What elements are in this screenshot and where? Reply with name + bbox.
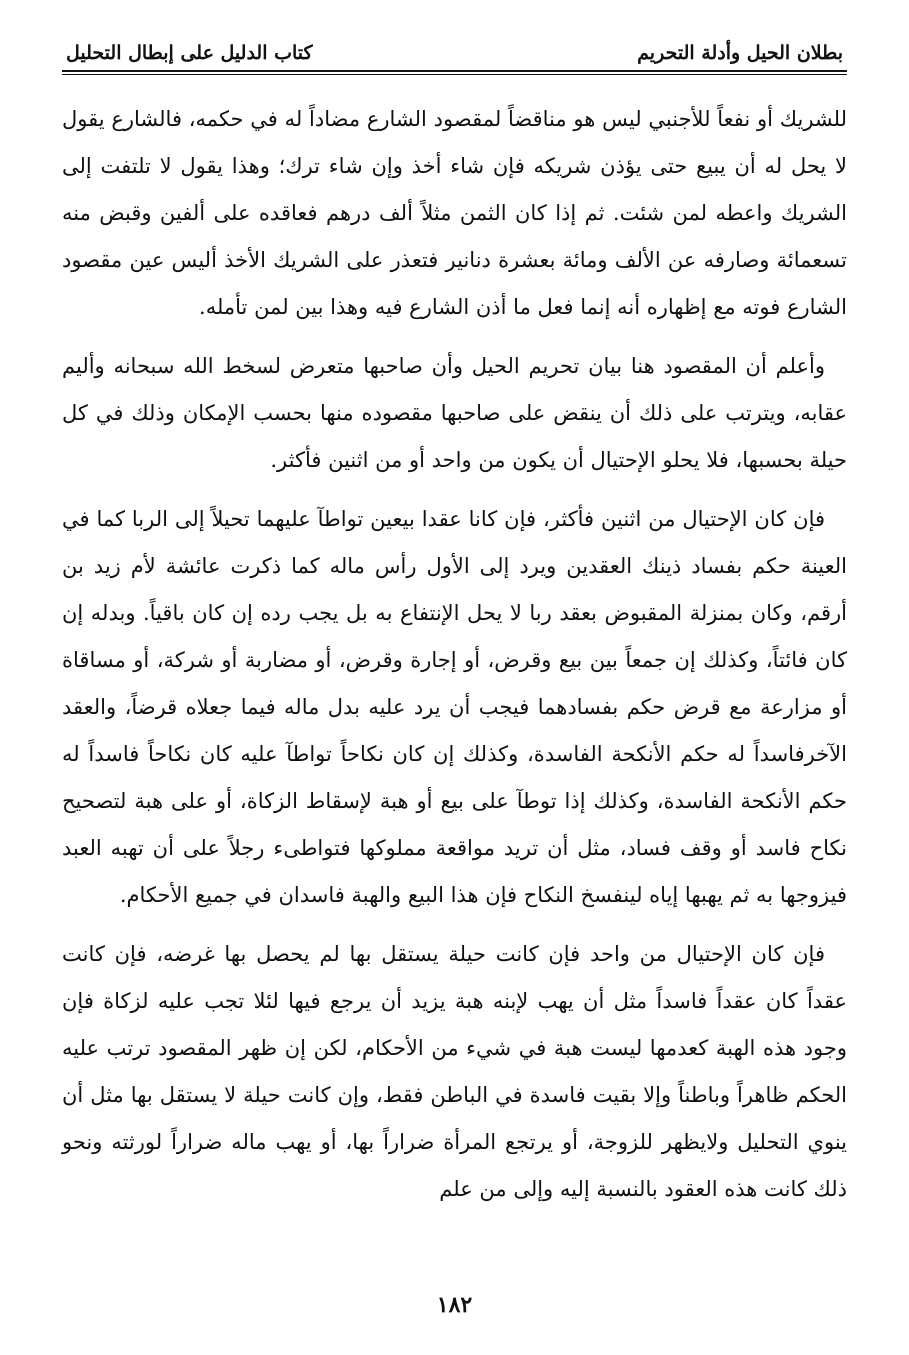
chapter-title: كتاب الدليل على إبطال التحليل xyxy=(66,42,313,64)
paragraph-3: فإن كان الإحتيال من اثنين فأكثر، فإن كانا عقدا بيعين تواطآ عليهما تحيلاً إلى الربا كما في العينة حكم بفساد ذينك العقدين ويرد إلى الأول رأس ماله كما ذكرت عائشة لأم زيد بن أرقم، وكان بمنزلة المقبوض بعقد ربا لا يحل الإنتفاع به بل يجب رده إن كان باقياً. وبدله إن كان فائتاً، وكذلك إن جمعاً بين بيع وقرض، أو إجارة وقرض، أو مضاربة أو شركة، أو مساقاة أو مزارعة مع قرض حكم بفسادهما فيجب أن يرد عليه بدل ماله فيما جعلاه قرضاً، والعقد الآخرفاسداً له حكم الأنكحة الفاسدة، وكذلك إن كان نكاحاً تواطآ عليه كان نكاحاً فاسداً له حكم الأنكحة الفاسدة، وكذلك إذا توطآ على بيع أو هبة لإسقاط الزكاة، أو على هبة لتصحيح نكاح فاسد أو وقف فساد، مثل أن تريد مواقعة مملوكها فتواطىء رجلاً على أن تهبه العبد فيزوجها به ثم يهبها إياه لينفسخ النكاح فإن هذا البيع والهبة فاسدان في جميع الأحكام. xyxy=(62,507,847,907)
paragraph-1: للشريك أو نفعاً للأجنبي ليس هو مناقضاً لمقصود الشارع مضاداً له في حكمه، فالشارع يقول لا يحل له أن يبيع حتى يؤذن شريكه فإن شاء أخذ وإن شاء ترك؛ وهذا يقول لا تلتفت إلى الشريك واعطه لمن شئت. ثم إذا كان الثمن مثلاً ألف درهم فعاقده على ألفين وقبض منه تسعمائة وصارفه عن الألف ومائة بعشرة دنانير فتعذر على الشريك الأخذ أليس عين مقصود الشارع فوته مع إظهاره أنه إنما فعل ما أذن الشارع فيه وهذا بين لمن تأمله. xyxy=(62,107,847,319)
body-text xyxy=(62,96,847,1213)
running-header xyxy=(66,30,843,64)
header-rule-thin xyxy=(62,74,847,75)
book-title: بطلان الحيل وأدلة التحريم xyxy=(637,42,843,64)
page-number: ١٨٢ xyxy=(436,1292,473,1318)
paragraph-2: وأعلم أن المقصود هنا بيان تحريم الحيل وأن صاحبها متعرض لسخط الله سبحانه وأليم عقابه، ويترتب على ذلك أن ينقض على صاحبها مقصوده منها بحسب الإمكان وذلك في كل حيلة بحسبها، فلا يحلو الإحتيال أن يكون من واحد أو من اثنين فأكثر. xyxy=(62,354,847,472)
paragraph-4: فإن كان الإحتيال من واحد فإن كانت حيلة يستقل بها لم يحصل بها غرضه، فإن كانت عقداً كان عقداً فاسداً مثل أن يهب لإبنه هبة يزيد أن يرجع فيها لئلا تجب عليه لزكاة فإن وجود هذه الهبة كعدمها ليست هبة في شيء من الأحكام، لكن إن ظهر المقصود ترتب عليه الحكم ظاهراً وباطناً وإلا بقيت فاسدة في الباطن فقط، وإن كانت حيلة لا يستقل بها مثل أن ينوي التحليل ولايظهر للزوجة، أو يرتجع المرأة ضراراً بها، أو يهب ماله ضراراً لورثته ونحو ذلك كانت هذه العقود بالنسبة إليه وإلى من علم xyxy=(62,942,847,1201)
header-rule xyxy=(62,70,847,72)
